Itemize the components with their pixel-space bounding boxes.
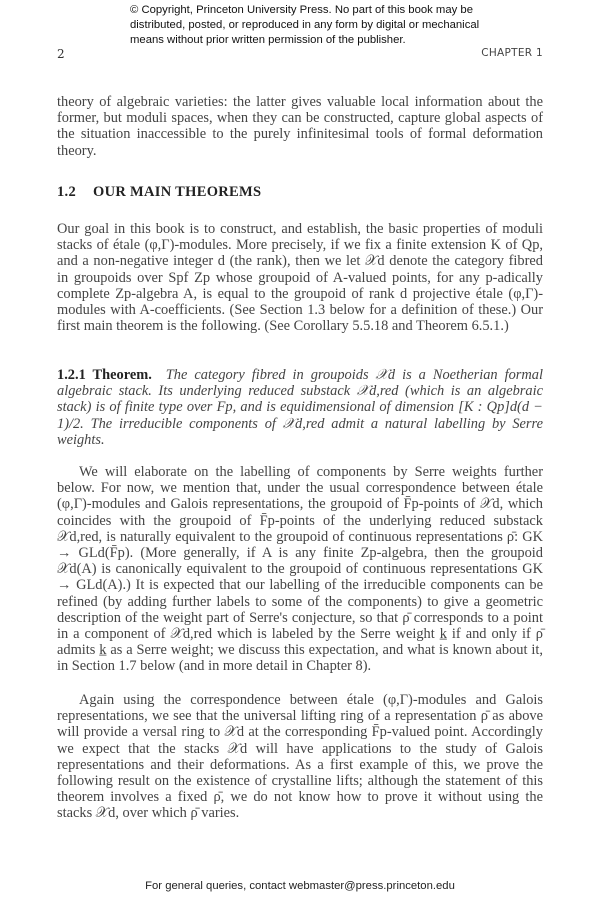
theorem-label: 1.2.1 Theorem. [57, 367, 152, 383]
copyright-line: distributed, posted, or reproduced in any form by digital or mechanical [130, 19, 480, 31]
goal-paragraph-block [57, 221, 543, 334]
section-number: 1.2 [57, 184, 77, 200]
theorem-block [57, 367, 543, 448]
section-title: OUR MAIN THEOREMS [93, 184, 262, 200]
intro-paragraph-block [57, 94, 543, 159]
running-header [57, 47, 543, 63]
elaborate-paragraph-block [57, 464, 543, 675]
theorem-statement: The category fibred in groupoids 𝒳d is a Noetherian formal algebraic stack. Its underlying reduced substack 𝒳d,red (which is an algebraic stack) is of finite type over Fp, and is equidimensional of dimension [K : Qp]d(d − 1)/2. The irreducible components of 𝒳d,red admit a natural labelling by Serre weights. [57, 367, 543, 448]
page-number: 2 [57, 47, 65, 61]
again-paragraph-block [57, 692, 543, 822]
goal-paragraph: Our goal in this book is to construct, and establish, the basic properties of moduli stacks of étale (φ,Γ)-modules. More precisely, if we fix a finite extension K of Qp, and a non-negative integer d (the rank), then we let 𝒳d denote the category fibred in groupoids over Spf Zp whose groupoid of A-valued points, for any p-adically complete Zp-algebra A, is equal to the groupoid of rank d projective étale (φ,Γ)-modules with A-coefficients. (See Section 1.3 below for a definition of these.) Our first main theorem is the following. (See Corollary 5.5.18 and Theorem 6.5.1.) [57, 221, 543, 335]
copyright-line: © Copyright, Princeton University Press. No part of this book may be [130, 4, 473, 16]
copyright-notice [130, 3, 490, 48]
intro-paragraph: theory of algebraic varieties: the latter gives valuable local information about the former, but moduli spaces, when they can be constructed, capture global aspects of the situation inaccessible to the purely infinitesimal tools of formal deformation theory. [57, 94, 543, 159]
section-heading [57, 184, 543, 200]
elaborate-paragraph: We will elaborate on the labelling of components by Serre weights further below. For now, we mention that, under the usual correspondence between étale (φ,Γ)-modules and Galois representations, the groupoid of F̄p-points of 𝒳d, which coincides with the groupoid of F̄p-points of the underlying reduced substack 𝒳d,red, is naturally equivalent to the groupoid of continuous representations ρ̄: GK → GLd(F̄p). (More generally, if A is any finite Zp-algebra, then the groupoid 𝒳d(A) is canonically equivalent to the groupoid of continuous representations GK → GLd(A).) It is expected that our labelling of the irreducible components can be refined (by adding further labels to some of the components) to give a geometric description of the weight part of Serre's conjecture, so that ρ̄ corresponds to a point in a component of 𝒳d,red which is labeled by the Serre weight k̲ if and only if ρ̄ admits k̲ as a Serre weight; we discuss this expectation, and what is known about it, in Section 1.7 below (and in more detail in Chapter 8). [57, 464, 543, 675]
copyright-line: means without prior written permission of the publisher. [130, 34, 406, 46]
footer-contact: For general queries, contact webmaster@press.princeton.edu [145, 880, 455, 892]
chapter-label: CHAPTER 1 [481, 47, 543, 59]
again-paragraph: Again using the correspondence between étale (φ,Γ)-modules and Galois representations, we see that the universal lifting ring of a representation ρ̄ as above will provide a versal ring to 𝒳d at the corresponding F̄p-valued point. Accordingly we expect that the stacks 𝒳d will have applications to the study of Galois representations and their deformations. As a first example of this, we prove the following result on the existence of crystalline lifts; although the statement of this theorem involves a fixed ρ̄, we do not know how to prove it without using the stacks 𝒳d, over which ρ̄ varies. [57, 692, 543, 822]
